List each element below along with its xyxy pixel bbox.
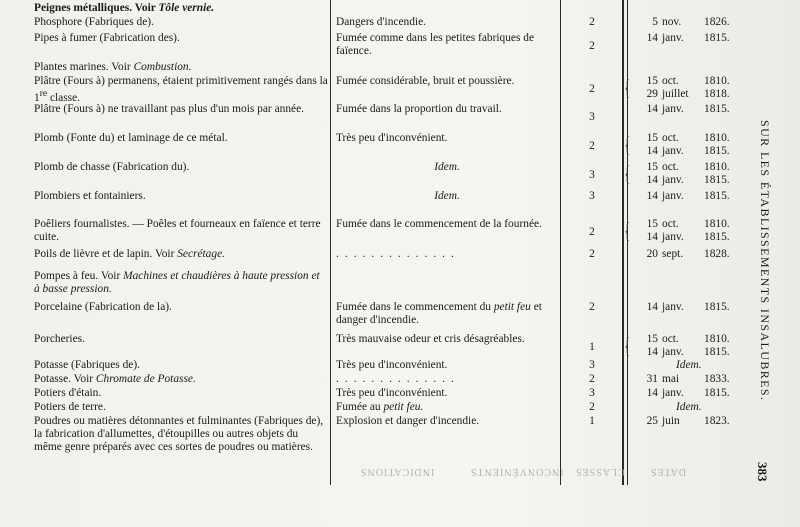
class-cell: 3	[589, 387, 595, 399]
class-cell: 2	[589, 301, 595, 313]
class-cell: 1	[589, 415, 595, 427]
date-entry: 15 oct. 1810.	[646, 333, 730, 345]
establishment-name: Potiers de terre.	[34, 401, 106, 413]
dates-cell	[630, 333, 738, 359]
page-number: 383	[755, 462, 770, 482]
class-cell: 2	[589, 40, 595, 52]
inconvenients-cell: Dangers d'incendie.	[336, 16, 426, 28]
dates-cell	[630, 415, 738, 428]
inconvenients-cell: Idem.	[434, 190, 460, 202]
dates-cell	[630, 32, 738, 45]
ghost-header: INDICATIONS	[360, 466, 435, 477]
date-entry: 14 janv. 1815.	[646, 103, 730, 115]
date-entry: 15 oct. 1810.	[646, 161, 730, 173]
date-entry: 25 juin 1823.	[646, 415, 730, 427]
ghost-header: CLASSES	[575, 466, 625, 477]
establishment-name: Pipes à fumer (Fabrication des).	[34, 32, 180, 44]
class-cell: 2	[589, 401, 595, 413]
dates-cell	[630, 75, 738, 101]
class-cell: 3	[589, 169, 595, 181]
date-entry: 14 janv. 1815.	[646, 144, 730, 157]
inconvenients-cell: Fumée comme dans les petites fabriques de faïence.	[336, 32, 535, 57]
inconvenients-cell: Très peu d'inconvénient.	[336, 387, 448, 399]
column-divider	[330, 0, 331, 485]
class-cell: 2	[589, 83, 595, 95]
brace-glyph: {	[624, 161, 631, 186]
ghost-header: INCONVÉNIENTS	[470, 466, 564, 477]
establishment-name: Poudres ou matières détonnantes et fulminantes (Fabriques de), la fabrication d'allumettes, d'étoupilles ou autres objets du même genre préparés avec ces sortes de poudres ou matières.	[34, 415, 324, 453]
dates-cell	[630, 373, 738, 386]
establishment-name: Porcheries.	[34, 333, 85, 345]
running-header: SUR LES ÉTABLISSEMENTS INSALUBRES.	[758, 120, 772, 402]
date-entry: Idem.	[676, 359, 702, 371]
inconvenients-cell: Explosion et danger d'incendie.	[336, 415, 480, 427]
date-entry: 14 janv. 1815.	[646, 190, 730, 202]
dates-cell	[630, 103, 738, 116]
date-entry: 15 oct. 1810.	[646, 218, 730, 230]
establishment-name: Potasse (Fabriques de).	[34, 359, 140, 371]
class-cell: 2	[589, 248, 595, 260]
establishment-name: Poils de lièvre et de lapin. Voir Secrétage.	[34, 248, 225, 260]
date-entry: 5 nov. 1826.	[652, 16, 730, 28]
establishment-name: Plâtre (Fours à) permanens, étaient primitivement rangés dans la 1re classe.	[34, 75, 328, 104]
date-entry: 20 sept. 1828.	[646, 248, 730, 260]
dates-cell	[630, 301, 738, 314]
class-cell: 2	[589, 226, 595, 238]
establishment-name: Plantes marines. Voir Combustion.	[34, 61, 192, 73]
date-entry: 14 janv. 1815.	[646, 173, 730, 186]
establishment-name: Phosphore (Fabriques de).	[34, 16, 154, 28]
inconvenients-cell: Fumée dans le commencement du petit feu et danger d'incendie.	[336, 301, 542, 326]
inconvenients-cell: Très mauvaise odeur et cris désagréables.	[336, 333, 525, 345]
dates-cell	[630, 248, 738, 261]
date-entry: 14 janv. 1815.	[646, 32, 730, 44]
inconvenients-cell: ..............	[336, 373, 460, 385]
date-entry: Idem.	[676, 401, 702, 413]
inconvenients-cell: Fumée dans la proportion du travail.	[336, 103, 502, 115]
establishment-name: Plomb (Fonte du) et laminage de ce métal.	[34, 132, 228, 144]
date-entry: 29 juillet 1818.	[646, 87, 730, 100]
class-cell: 2	[589, 16, 595, 28]
class-cell: 1	[589, 341, 595, 353]
establishment-name: Poêliers fournalistes. — Poêles et fourneaux en faïence et terre cuite.	[34, 218, 321, 243]
inconvenients-cell: Très peu d'inconvénient.	[336, 132, 448, 144]
inconvenients-cell: Fumée dans le commencement de la fournée.	[336, 218, 542, 230]
date-entry: 14 janv. 1815.	[646, 301, 730, 313]
class-cell: 3	[589, 111, 595, 123]
dates-cell	[630, 387, 738, 400]
establishment-name: Plomb de chasse (Fabrication du).	[34, 161, 190, 173]
class-cell: 3	[589, 359, 595, 371]
establishment-name: Pompes à feu. Voir Machines et chaudières à haute pression et à basse pression.	[34, 270, 320, 295]
dates-cell	[630, 16, 738, 29]
establishment-name: Porcelaine (Fabrication de la).	[34, 301, 172, 313]
establishment-name: Potiers d'étain.	[34, 387, 102, 399]
date-entry: 15 oct. 1810.	[646, 132, 730, 144]
establishment-name: Peignes métalliques. Voir Tôle vernie.	[34, 2, 215, 14]
dates-cell	[630, 132, 738, 158]
inconvenients-cell: Fumée au petit feu.	[336, 401, 424, 413]
dates-cell	[630, 359, 738, 372]
dates-cell	[630, 161, 738, 187]
dates-cell	[630, 401, 738, 414]
date-entry: 14 janv. 1815.	[646, 230, 730, 243]
date-entry: 14 janv. 1815.	[646, 387, 730, 399]
date-entry: 14 janv. 1815.	[646, 345, 730, 358]
inconvenients-cell: Fumée considérable, bruit et poussière.	[336, 75, 515, 87]
date-entry: 15 oct. 1810.	[646, 75, 730, 87]
brace-glyph: {	[624, 132, 631, 157]
brace-glyph: {	[624, 333, 631, 358]
inconvenients-cell: Idem.	[434, 161, 460, 173]
inconvenients-cell: ..............	[336, 248, 460, 260]
dates-cell	[630, 190, 738, 203]
dates-cell	[630, 218, 738, 244]
class-cell: 2	[589, 140, 595, 152]
inconvenients-cell: Très peu d'inconvénient.	[336, 359, 448, 371]
establishment-name: Potasse. Voir Chromate de Potasse.	[34, 373, 196, 385]
ghost-header: DATES	[650, 466, 687, 477]
brace-glyph: {	[624, 75, 631, 100]
brace-glyph: {	[624, 218, 631, 243]
establishment-name: Plâtre (Fours à) ne travaillant pas plus d'un mois par année.	[34, 103, 304, 115]
class-cell: 3	[589, 190, 595, 202]
date-entry: 31 mai 1833.	[646, 373, 730, 385]
establishment-name: Plombiers et fontainiers.	[34, 190, 146, 202]
class-cell: 2	[589, 373, 595, 385]
